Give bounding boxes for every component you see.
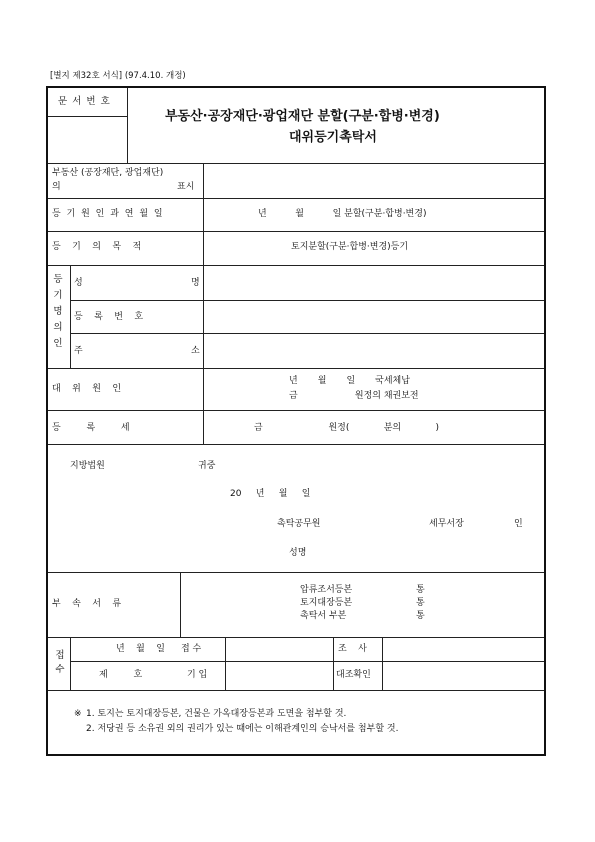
attachment-item-1: 압류조서등본 [300, 585, 353, 595]
attachment-unit-3: 통 [416, 611, 425, 621]
ledger-check-label: 대조확인 [336, 670, 371, 680]
attachment-unit-1: 통 [416, 585, 425, 595]
attachment-unit-2: 통 [416, 598, 425, 608]
seal-mark: 인 [514, 519, 523, 529]
regtax-label: 등 록 세 [52, 423, 130, 433]
property-label-1: 부동산 (공장재단, 광업재단) [52, 168, 164, 178]
addr-label-a: 주 [74, 346, 83, 356]
name-label-a: 성 [74, 278, 83, 288]
nominee-side-label: 등기명의인 [53, 274, 63, 349]
cause-date-label: 등 기 원 인 과 연 월 일 [52, 209, 165, 219]
purpose-value: 토지분할(구분·합병·변경)등기 [291, 242, 409, 252]
check-label: 조 사 [338, 644, 367, 654]
cause-date-value[interactable]: 년 월 일 분할(구분·합병·변경) [258, 209, 427, 219]
note-1: 1. 토지는 토지대장등본, 건물은 가옥대장등본과 도면을 첨부할 것. [86, 709, 347, 719]
court-label: 지방법원 [70, 461, 105, 471]
regno-field[interactable] [205, 302, 542, 331]
receipt-date-label: 년 월 일 [116, 644, 165, 654]
subrogation-label: 대 위 원 인 [52, 384, 122, 394]
note-2: 2. 저당권 등 소유권 외의 권리가 있는 때에는 이해관계인의 승낙서를 첨부할 것. [86, 724, 399, 734]
name-field[interactable] [205, 267, 542, 298]
addr-label-b: 소 [191, 346, 200, 356]
attachment-item-3: 촉탁서 부본 [300, 611, 347, 621]
subrogation-value-1[interactable]: 년 월 일 국세체납 [289, 376, 410, 386]
title-divider [127, 88, 128, 163]
receipt-side-label: 접수 [55, 650, 65, 675]
subrogation-value-2[interactable]: 금 원정의 채권보전 [289, 391, 419, 401]
property-label-2b: 표시 [177, 182, 195, 192]
address-field[interactable] [205, 335, 542, 366]
regno-label: 등 록 번 호 [74, 312, 144, 322]
title-line2: 대위등기촉탁서 [289, 130, 377, 145]
request-date[interactable]: 20 년 월 일 [230, 489, 311, 499]
receipt-label: 접 수 [181, 644, 202, 654]
regtax-value[interactable]: 금 원정( 분의 ) [254, 423, 439, 433]
receipt-no-label: 제 호 [99, 670, 143, 680]
doc-no-label: 문 서 번 호 [58, 96, 111, 107]
form-header: [별지 제32호 서식] (97.4.10. 개정) [50, 71, 186, 81]
sign-label: 성명 [289, 548, 307, 558]
label-column-divider [203, 163, 204, 444]
addressee-label: 귀중 [198, 461, 216, 471]
note-mark: ※ [74, 709, 82, 719]
attachments-label: 부 속 서 류 [52, 599, 122, 609]
title-line1: 부동산·공장재단·광업재단 분할(구분·합병·변경) [165, 109, 440, 124]
docno-divider [48, 116, 127, 117]
purpose-label: 등 기 의 목 적 [52, 242, 142, 252]
attachment-item-2: 토지대장등본 [300, 598, 353, 608]
property-label-2a: 의 [52, 182, 61, 192]
official-label: 촉탁공무원 [277, 519, 321, 529]
property-field[interactable] [205, 165, 542, 196]
name-label-b: 명 [191, 278, 200, 288]
tax-office-label: 세무서장 [429, 519, 464, 529]
entry-label: 기 입 [187, 670, 208, 680]
